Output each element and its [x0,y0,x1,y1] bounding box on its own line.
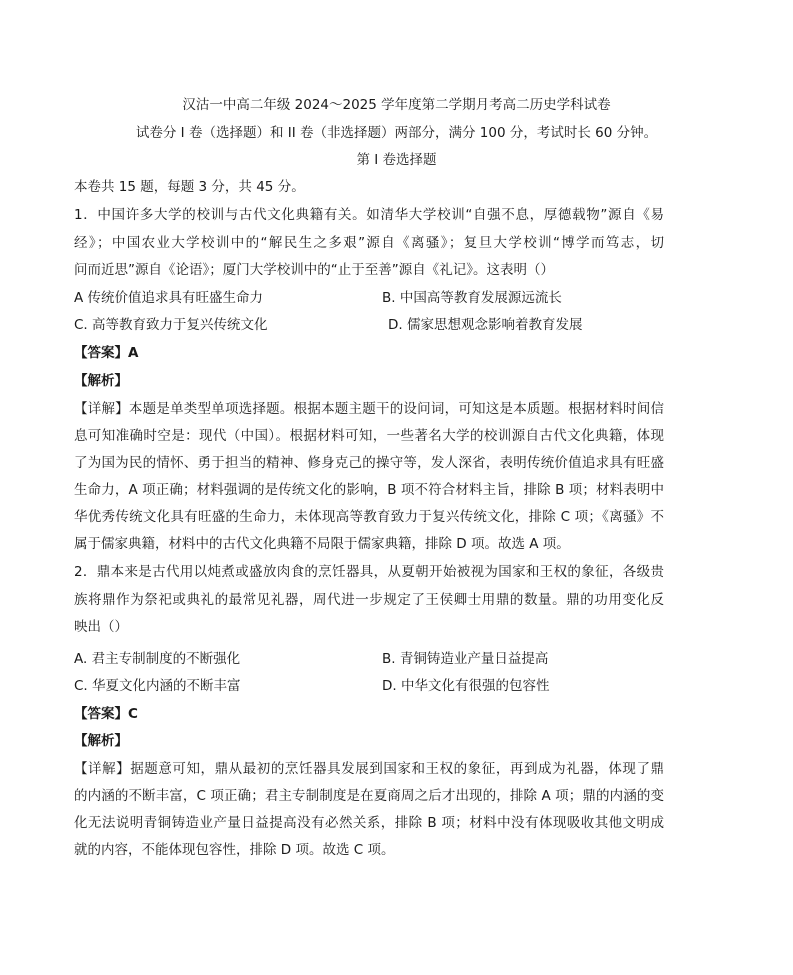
q2-detail-line-2: 的内涵的不断丰富，C 项正确；君主专制制度是在夏商周之后才出现的，排除 A 项；鼎的内涵的变 [74,788,664,804]
q2-answer: 【答案】C [74,706,138,722]
q1-answer: 【答案】A [74,345,139,361]
exam-title: 汉沽一中高二年级 2024～2025 学年度第二学期月考高二历史学科试卷 [182,97,611,113]
q1-detail-line-2: 息可知准确时空是：现代（中国）。根据材料可知，一些著名大学的校训源自古代文化典籍，体现 [74,428,664,444]
q1-analysis-label: 【解析】 [74,373,128,389]
q2-option-a: A. 君主专制制度的不断强化 [74,651,241,667]
q2-stem-line-3: 映出（） [74,619,128,635]
q1-stem-line-3: 问而近思”源自《论语》；厦门大学校训中的“止于至善”源自《礼记》。这表明（） [74,262,554,278]
q2-stem-line-2: 族将鼎作为祭祀或典礼的最常见礼器，周代进一步规定了王侯卿士用鼎的数量。鼎的功用变化反 [74,592,664,608]
q2-analysis-label: 【解析】 [74,733,128,749]
q2-option-d: D. 中华文化有很强的包容性 [382,678,550,694]
q1-option-d: D. 儒家思想观念影响着教育发展 [388,317,583,333]
section-heading: 第 I 卷选择题 [356,152,437,168]
q1-detail-line-1: 【详解】本题是单类型单项选择题。根据本题主题干的设问词，可知这是本质题。根据材料时间信 [74,401,664,417]
exam-subtitle: 试卷分 I 卷（选择题）和 II 卷（非选择题）两部分，满分 100 分，考试时长 60 分钟。 [135,125,658,141]
q1-stem-line-1: 1．中国许多大学的校训与古代文化典籍有关。如清华大学校训“自强不息，厚德载物”源自《易 [74,207,664,223]
q1-detail-line-3: 了为国为民的情怀、勇于担当的精神、修身克己的操守等，发人深省，表明传统价值追求具有旺盛 [74,455,664,471]
q2-stem-line-1: 2．鼎本来是古代用以炖煮或盛放肉食的烹饪器具，从夏朝开始被视为国家和王权的象征，各级贵 [74,564,664,580]
q2-detail-line-1: 【详解】据题意可知，鼎从最初的烹饪器具发展到国家和王权的象征，再到成为礼器，体现了鼎 [74,761,664,777]
q1-detail-line-6: 属于儒家典籍，材料中的古代文化典籍不局限于儒家典籍，排除 D 项。故选 A 项。 [74,536,570,552]
q2-option-c: C. 华夏文化内涵的不断丰富 [74,678,241,694]
q1-option-a: A 传统价值追求具有旺盛生命力 [74,290,264,306]
q1-detail-line-4: 生命力，A 项正确；材料强调的是传统文化的影响，B 项不符合材料主旨，排除 B 项；材料表明中 [74,482,665,498]
q1-detail-line-5: 华优秀传统文化具有旺盛的生命力，未体现高等教育致力于复兴传统文化，排除 C 项；《离骚》不 [74,509,664,525]
q2-detail-line-3: 化无法说明青铜铸造业产量日益提高没有必然关系，排除 B 项；材料中没有体现吸收其他文明成 [74,815,664,831]
q1-option-c: C. 高等教育致力于复兴传统文化 [74,317,268,333]
q2-option-b: B. 青铜铸造业产量日益提高 [382,651,549,667]
section-intro: 本卷共 15 题，每题 3 分，共 45 分。 [74,179,305,195]
q2-detail-line-4: 就的内容，不能体现包容性，排除 D 项。故选 C 项。 [74,842,395,858]
q1-option-b: B. 中国高等教育发展源远流长 [382,290,562,306]
q1-stem-line-2: 经》；中国农业大学校训中的“解民生之多艰”源自《离骚》；复旦大学校训“博学而笃志，切 [74,235,664,251]
